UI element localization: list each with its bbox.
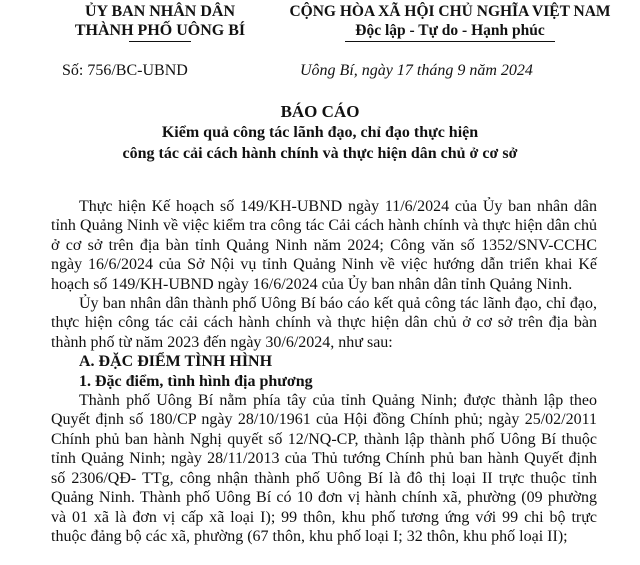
document-subject-line-1: Kiểm quả công tác lãnh đạo, chỉ đạo thực hiện [161,124,479,141]
document-number: Số: 756/BC-UBND [62,62,188,79]
document-type: BÁO CÁO [280,102,360,121]
agency-line-2: THÀNH PHỐ UÔNG BÍ [74,22,246,39]
document-subject-line-2: công tác cải cách hành chính và thực hiện dân chủ ở cơ sở [122,145,518,162]
document-body [51,197,597,546]
motto-underline [345,41,555,42]
subsection-heading-1: 1. Đặc điểm, tình hình địa phương [79,372,313,390]
paragraph-local-overview: Thành phố Uông Bí nằm phía tây của tỉnh Quảng Ninh; được thành lập theo Quyết định số 180/CP ngày 28/10/1961 của Hội đồng Chính phủ; ngày 25/02/2011 Chính phủ ban hành Nghị quyết số 12/NQ-CP, thành lập thành phố Uông Bí thuộc tỉnh Quảng Ninh; ngày 28/11/2013 của Thủ tướng Chính phủ ban hành Quyết định số 2306/QĐ- TTg, công nhận thành phố Uông Bí là đô thị loại II trực thuộc tỉnh Quảng Ninh. Thành phố Uông Bí có 10 đơn vị hành chính xã, phường (09 phường và 01 xã là đơn vị cấp xã loại I); 99 thôn, khu phố tương ứng với 99 chi bộ trực thuộc đảng bộ các xã, phường (67 thôn, khu phố loại I; 32 thôn, khu phố loại II); [51,392,597,545]
paragraph-basis: Thực hiện Kế hoạch số 149/KH-UBND ngày 11/6/2024 của Ủy ban nhân dân tỉnh Quảng Ninh về việc kiểm tra công tác Cải cách hành chính và thực hiện dân chủ ở cơ sở trên địa bàn tỉnh Quảng Ninh năm 2024; Công văn số 1352/SNV-CCHC ngày 16/6/2024 của Sở Nội vụ tỉnh Quảng Ninh về việc hướng dẫn triển khai Kế hoạch số 149/KH-UBND ngày 16/6/2024 của Ủy ban nhân dân tỉnh Quảng Ninh. [51,198,597,293]
motto: Độc lập - Tự do - Hạnh phúc [355,22,545,39]
document-date: Uông Bí, ngày 17 tháng 9 năm 2024 [300,62,533,79]
agency-underline [129,41,191,42]
paragraph-intro: Ủy ban nhân dân thành phố Uông Bí báo cáo kết quả công tác lãnh đạo, chỉ đạo, thực hiện công tác cải cách hành chính và thực hiện dân chủ ở cơ sở trên địa bàn thành phố từ năm 2023 đến ngày 30/6/2024, như sau: [51,295,597,351]
nation-name: CỘNG HÒA XÃ HỘI CHỦ NGHĨA VIỆT NAM [289,3,611,20]
issuing-agency [55,2,265,42]
agency-line-1: ỦY BAN NHÂN DÂN [84,3,236,20]
section-heading-a: A. ĐẶC ĐIỂM TÌNH HÌNH [79,353,273,371]
national-motto [270,2,630,42]
